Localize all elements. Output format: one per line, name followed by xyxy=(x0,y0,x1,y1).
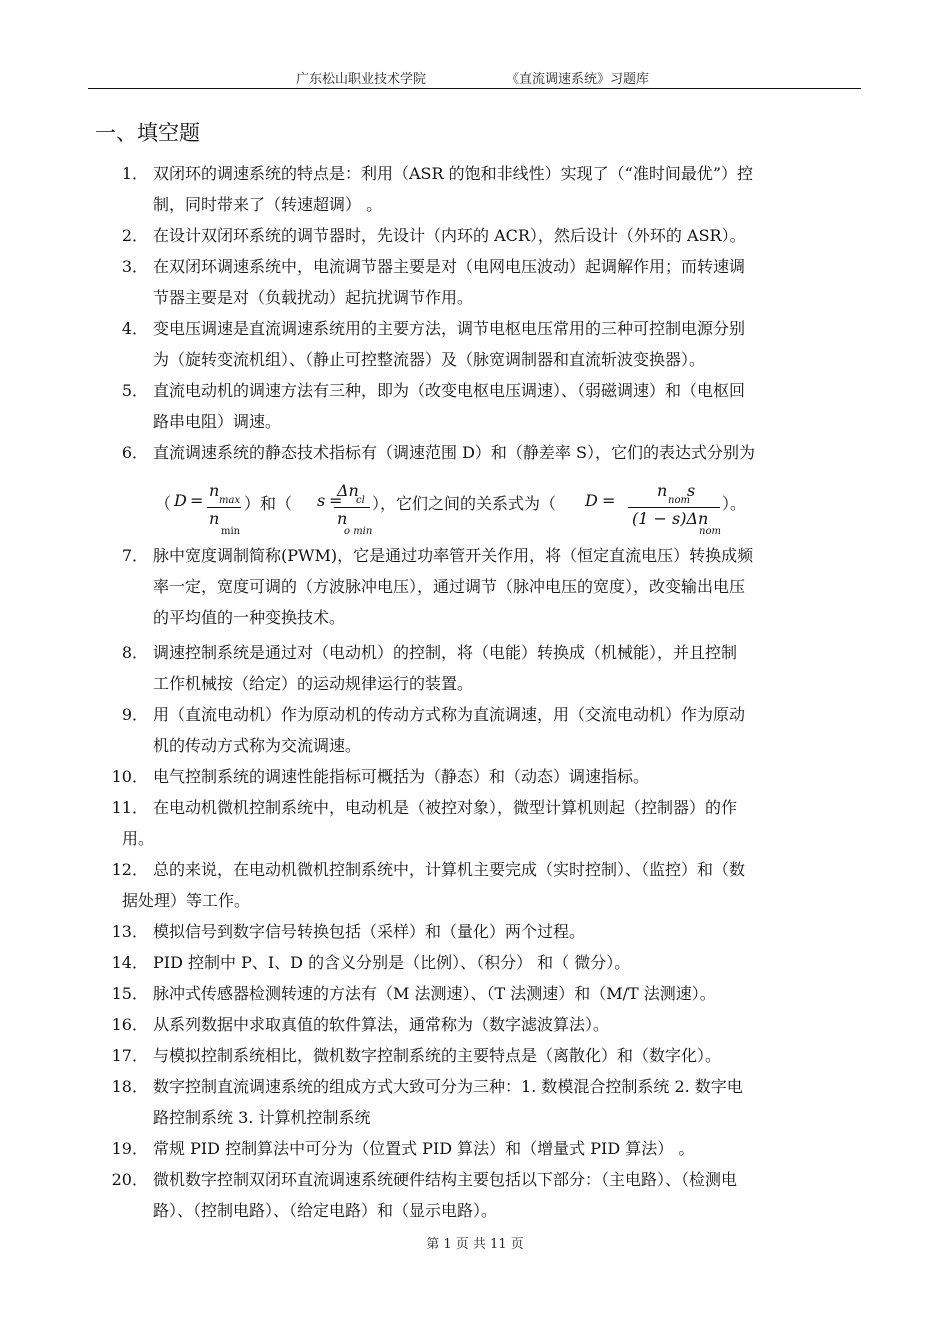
question-text-continued: 率一定，宽度可调的（方波脉冲电压），通过调节（脉冲电压的宽度），改变输出电压 xyxy=(153,577,746,596)
question-number: 20． xyxy=(111,1170,148,1189)
question-line xyxy=(0,437,950,468)
question-number: 2． xyxy=(121,226,148,245)
question-text-continued: 机的传动方式称为交流调速。 xyxy=(153,736,362,755)
question-item xyxy=(0,978,950,1009)
formula-max: max xyxy=(219,495,241,506)
question-item xyxy=(0,1040,950,1071)
question-line xyxy=(0,406,950,437)
question-number: 17． xyxy=(111,1046,148,1065)
question-text: 总的来说，在电动机微机控制系统中，计算机主要完成（实时控制）、（监控）和（数 xyxy=(153,860,746,879)
formula-delta-n: Δn xyxy=(337,481,359,500)
question-line xyxy=(0,730,950,761)
header-rule xyxy=(88,88,861,89)
question-line xyxy=(0,220,950,251)
question-text-continued: 用。 xyxy=(122,829,155,848)
question-text-continued: 路串电阻）调速。 xyxy=(153,412,282,431)
formula-n-denominator: n xyxy=(209,509,220,528)
question-line xyxy=(0,854,950,885)
question-number: 18． xyxy=(111,1077,148,1096)
formula-cl: cl xyxy=(356,495,365,506)
question-line xyxy=(0,602,950,633)
question-number: 7． xyxy=(121,546,148,565)
question-number: 11． xyxy=(111,798,148,817)
question-item xyxy=(0,947,950,978)
question-line xyxy=(0,916,950,947)
question-text: 用（直流电动机）作为原动机的传动方式称为直流调速，用（交流电动机）作为原动 xyxy=(153,705,746,724)
question-line xyxy=(0,158,950,189)
section-title: 一、填空题 xyxy=(95,121,200,145)
question-text-continued: 工作机械按（给定）的运动规律运行的装置。 xyxy=(153,674,474,693)
question-line xyxy=(0,792,950,823)
question-item xyxy=(0,1009,950,1040)
formula-line xyxy=(0,478,950,538)
formula-n-denominator: n xyxy=(337,509,348,528)
header-book-title: 《直流调速系统》习题库 xyxy=(506,72,650,87)
question-text: 模拟信号到数字信号转换包括（采样）和（量化）两个过程。 xyxy=(153,922,586,941)
question-number: 16． xyxy=(111,1015,148,1034)
formula-o-min: o min xyxy=(344,526,373,537)
question-text-continued: 路）、（控制电路）、（给定电路）和（显示电路）。 xyxy=(153,1201,498,1220)
formula-open: （ xyxy=(155,494,172,513)
question-line xyxy=(0,1071,950,1102)
question-number: 14． xyxy=(111,953,148,972)
formula-eq: = xyxy=(329,491,343,510)
formula-D: D xyxy=(585,491,598,510)
formula-eq: = xyxy=(602,491,616,510)
question-line xyxy=(0,823,950,854)
question-number: 12． xyxy=(111,860,148,879)
question-line xyxy=(0,1195,950,1226)
question-line xyxy=(0,540,950,571)
question-text: 直流调速系统的静态技术指标有（调速范围 D）和（静差率 S），它们的表达式分别为 xyxy=(153,443,755,462)
question-text-continued: 制，同时带来了（转速超调） 。 xyxy=(153,195,383,214)
question-item xyxy=(0,637,950,699)
fraction-bar xyxy=(334,507,370,508)
question-item xyxy=(0,699,950,761)
formula-close: ）。 xyxy=(722,494,747,513)
fraction-bar xyxy=(628,507,720,508)
question-item xyxy=(0,251,950,313)
question-line xyxy=(0,344,950,375)
question-number: 1． xyxy=(121,164,148,183)
question-number: 9． xyxy=(121,705,148,724)
question-text: 数字控制直流调速系统的组成方式大致可分为三种：1. 数模混合控制系统 2. 数字电 xyxy=(153,1077,743,1096)
question-number: 15． xyxy=(111,984,148,1003)
formula-n-numerator: n xyxy=(209,481,220,500)
question-text: 脉中宽度调制简称(PWM)，它是通过功率管开关作用，将（恒定直流电压）转换成频 xyxy=(153,546,754,565)
formula-min: min xyxy=(221,526,241,537)
question-line xyxy=(0,1164,950,1195)
formula-eq: = xyxy=(190,491,204,510)
question-number: 13． xyxy=(111,922,148,941)
question-text: 脉冲式传感器检测转速的方法有（M 法测速）、（T 法测速）和（M/T 法测速）。 xyxy=(153,984,716,1003)
question-line xyxy=(0,313,950,344)
question-item xyxy=(0,761,950,792)
question-number: 8． xyxy=(121,643,148,662)
page-header xyxy=(88,68,861,88)
fraction-bar xyxy=(207,507,241,508)
formula-D: D xyxy=(174,491,187,510)
question-line xyxy=(0,761,950,792)
question-text: 变电压调速是直流调速系统用的主要方法，调节电枢电压常用的三种可控制电源分别 xyxy=(153,319,746,338)
question-line xyxy=(0,1040,950,1071)
question-item xyxy=(0,313,950,375)
formula-s: s xyxy=(317,491,326,510)
question-number: 19． xyxy=(111,1139,148,1158)
question-item xyxy=(0,220,950,251)
question-number: 4． xyxy=(121,319,148,338)
question-text: 微机数字控制双闭环直流调速系统硬件结构主要包括以下部分：（主电路）、（检测电 xyxy=(153,1170,738,1189)
question-text: PID 控制中 P、I、D 的含义分别是（比例）、（积分） 和（ 微分）。 xyxy=(153,953,631,972)
question-item xyxy=(0,437,950,468)
question-text: 从系列数据中求取真值的软件算法，通常称为（数字滤波算法）。 xyxy=(153,1015,610,1034)
question-item xyxy=(0,854,950,916)
question-line xyxy=(0,251,950,282)
question-item xyxy=(0,158,950,220)
question-line xyxy=(0,947,950,978)
question-text: 在电动机微机控制系统中，电动机是（被控对象），微型计算机则起（控制器）的作 xyxy=(153,798,738,817)
question-number: 6． xyxy=(121,443,148,462)
question-line xyxy=(0,1102,950,1133)
question-text-continued: 路控制系统 3. 计算机控制系统 xyxy=(153,1108,371,1127)
question-text: 调速控制系统是通过对（电动机）的控制，将（电能）转换成（机械能），并且控制 xyxy=(153,643,738,662)
question-number: 10． xyxy=(111,767,148,786)
formula-n-nom: n xyxy=(657,481,668,500)
question-line xyxy=(0,978,950,1009)
page-footer: 第 1 页 共 11 页 xyxy=(426,1237,524,1252)
question-item xyxy=(0,375,950,437)
question-text-continued: 的平均值的一种变换技术。 xyxy=(153,608,346,627)
question-line xyxy=(0,699,950,730)
question-line xyxy=(0,668,950,699)
question-item xyxy=(0,1071,950,1133)
question-text: 双闭环的调速系统的特点是：利用（ASR 的饱和非线性）实现了（“准时间最优”）控 xyxy=(153,164,754,183)
formula-relation: ），它们之间的关系式为（ xyxy=(372,494,557,513)
question-item xyxy=(0,916,950,947)
question-text: 直流电动机的调速方法有三种，即为（改变电枢电压调速）、（弱磁调速）和（电枢回 xyxy=(153,381,746,400)
formula-nom: nom xyxy=(699,526,721,537)
question-line xyxy=(0,189,950,220)
question-text-continued: 节器主要是对（负载扰动）起抗扰调节作用。 xyxy=(153,288,474,307)
question-text: 电气控制系统的调速性能指标可概括为（静态）和（动态）调速指标。 xyxy=(153,767,650,786)
formula-nom: nom xyxy=(668,495,690,506)
question-line xyxy=(0,571,950,602)
question-text: 在双闭环调速系统中，电流调节器主要是对（电网电压波动）起调解作用；而转速调 xyxy=(153,257,746,276)
question-item xyxy=(0,1164,950,1226)
question-text: 与模拟控制系统相比，微机数字控制系统的主要特点是（离散化）和（数字化）。 xyxy=(153,1046,722,1065)
question-item xyxy=(0,540,950,633)
question-number: 5． xyxy=(121,381,148,400)
question-line xyxy=(0,1133,950,1164)
question-line xyxy=(0,885,950,916)
question-item xyxy=(0,1133,950,1164)
question-text-continued: 据处理）等工作。 xyxy=(122,891,251,910)
formula-close-and: ）和（ xyxy=(244,494,293,513)
question-line xyxy=(0,282,950,313)
question-text-continued: 为（旋转变流机组）、（静止可控整流器）及（脉宽调制器和直流斩波变换器）。 xyxy=(153,350,706,369)
question-line xyxy=(0,637,950,668)
header-school: 广东松山职业技术学院 xyxy=(296,72,427,87)
question-line xyxy=(0,375,950,406)
question-number: 3． xyxy=(121,257,148,276)
question-item xyxy=(0,792,950,854)
formula-s-numerator: s xyxy=(687,481,696,500)
question-text: 在设计双闭环系统的调节器时，先设计（内环的 ACR），然后设计（外环的 ASR）。 xyxy=(153,226,746,245)
question-line xyxy=(0,1009,950,1040)
question-text: 常规 PID 控制算法中可分为（位置式 PID 算法）和（增量式 PID 算法） 。 xyxy=(153,1139,695,1158)
formula-one-minus-s: (1 − s)Δn xyxy=(632,509,709,528)
